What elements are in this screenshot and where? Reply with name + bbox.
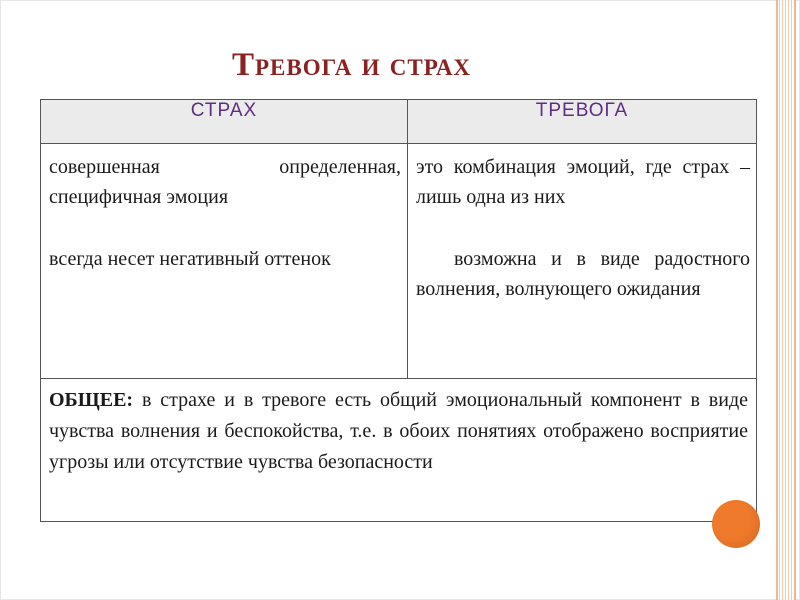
common-body: в страхе и в тревоге есть общий эмоциональный компонент в виде чувства волнения и беспокойства, т.е. в обоих понятиях отображено восприятие угрозы или отсутствие чувства безопасности [49, 389, 748, 473]
header-anxiety: ТРЕВОГА [408, 100, 757, 144]
common-cell [41, 379, 757, 522]
fear-cell [41, 144, 408, 379]
header-fear: СТРАХ [41, 100, 408, 144]
decorative-side-border [776, 0, 796, 600]
table-header-row [41, 100, 757, 144]
table-row-common [41, 379, 757, 522]
anxiety-cell [408, 144, 757, 379]
common-text [41, 379, 756, 484]
decorative-orange-circle [712, 500, 760, 548]
common-label: ОБЩЕЕ: [49, 389, 134, 411]
fear-description-1: совершенная определенная, специфичная эмоция [49, 156, 401, 208]
anxiety-description-2: возможна и в виде радостного волнения, волнующего ожидания [416, 248, 750, 300]
slide-title: Тревога и страх [232, 47, 472, 83]
fear-description-2: всегда несет негативный оттенок [49, 248, 331, 270]
comparison-table [40, 99, 757, 522]
anxiety-description-1: это комбинация эмоций, где страх – лишь одна из них [416, 156, 750, 208]
table-row [41, 144, 757, 379]
